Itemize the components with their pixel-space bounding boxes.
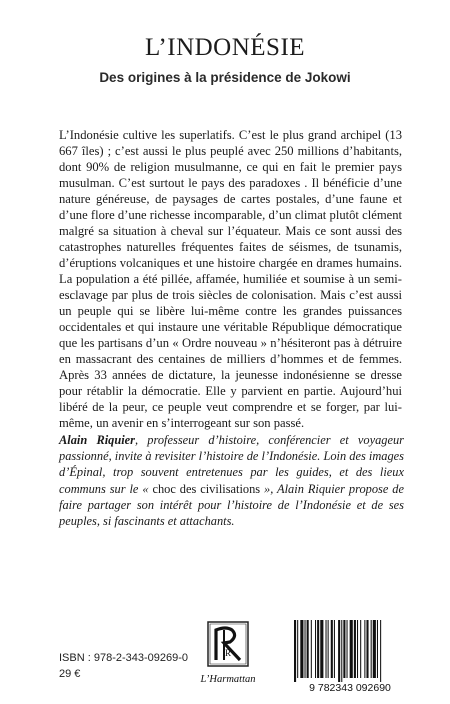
- barcode-bar: [317, 620, 319, 678]
- barcode-bar: [315, 620, 316, 678]
- barcode-bar: [307, 620, 309, 678]
- author-bio-text-1: , professeur d’histoire, conférencier et voyageur passionné, invite à revisiter l’histoire de l’Indonésie. Loin des images d’Épinal, trop souvent entretenues par les guides, et des lieux communs sur le «: [59, 433, 404, 496]
- author-bio: [59, 432, 404, 529]
- barcode-bar: [297, 620, 298, 678]
- author-bio-quote: choc des civilisations: [152, 481, 261, 496]
- publisher-logo: [196, 620, 260, 690]
- barcode-bar: [364, 620, 365, 678]
- author-name: Alain Riquier: [59, 433, 135, 447]
- logo-monogram: R: [224, 648, 232, 658]
- summary-paragraph: L’Indonésie cultive les superlatifs. C’est le plus grand archipel (13 667 îles) ; c’est aussi le plus peuplé avec 250 millions d’habitants, dont 90% de religion musulmanne, ce qui en fait le premier pays musulman. C’est surtout le pays des paradoxes . Il bénéficie d’une nature généreuse, de paysages de cartes postales, d’une faune et d’une flore d’une richesse incomparable, d’un climat plutôt clément malgré sa situation à cheval sur l’équateur. Mais ce sont aussi des catastrophes naturelles fréquentes faites de séismes, de tsunamis, d’éruptions volcaniques et une histoire chargée en drames humains. La population a été pillée, affamée, humiliée et soumise à un semi-esclavage par plus de trois siècles de colonisation. Mais c’est aussi un peuple qui se libère lui-même contre les grandes puissances occidentales et qui instaure une véritable République démocratique que les partisans d’un « Ordre nouveau » n’hésiteront pas à détruire en massacrant des centaines de milliers d’hommes et de femmes. Après 33 années de dictature, la jeunesse indonésienne se dresse pour rétablir la démocratie. Elle y parvient en partie. Aujourd’hui libéré de la peur, ce peuple veut comprendre et se forger, par lui-même, un avenir en s’interrogeant sur son passé.: [59, 128, 402, 430]
- author-name-2: Alain Riquier: [277, 481, 345, 496]
- barcode-bar: [343, 620, 345, 678]
- isbn-text: ISBN : 978-2-343-09269-0: [59, 652, 189, 664]
- barcode-bar: [350, 620, 353, 678]
- barcode-bar: [320, 620, 323, 678]
- barcode-bar: [334, 620, 335, 678]
- barcode-bar: [377, 620, 378, 678]
- book-title: L’INDONÉSIE: [144, 34, 306, 61]
- barcode-bar: [300, 620, 303, 678]
- barcode-bar: [380, 620, 381, 682]
- publisher-name: L’Harmattan: [200, 674, 256, 685]
- price-text: 29 €: [59, 668, 81, 680]
- book-subtitle: Des origines à la présidence de Jokowi: [99, 70, 351, 85]
- summary-text: [59, 127, 402, 431]
- harmattan-logo-icon: [196, 620, 260, 690]
- barcode-bar: [305, 620, 306, 678]
- barcode: [290, 618, 410, 694]
- barcode-bar: [338, 620, 340, 682]
- author-bio-text-3: propose de faire partager son intérêt pour l’histoire de l’Indonésie et de ses peuples, si fascinants et attachants.: [59, 481, 404, 529]
- barcode-bar: [311, 620, 312, 678]
- author-bio-text-2: »,: [260, 481, 278, 496]
- barcode-bar: [354, 620, 356, 678]
- barcode-bar: [371, 620, 372, 678]
- isbn-price-block: [59, 650, 188, 682]
- barcode-number: 9 782343 092690: [309, 682, 391, 694]
- author-bio-paragraph: [59, 432, 404, 529]
- barcode-graphic: [290, 618, 410, 694]
- barcode-bar: [331, 620, 333, 678]
- barcode-bar: [328, 620, 329, 678]
- barcode-bar: [341, 620, 342, 682]
- barcode-bar: [366, 620, 368, 678]
- barcode-bar: [357, 620, 358, 678]
- barcode-bar: [373, 620, 376, 678]
- barcode-bar: [326, 620, 327, 678]
- barcode-bar: [347, 620, 348, 678]
- barcode-bar: [294, 620, 296, 682]
- barcode-bar: [360, 620, 361, 678]
